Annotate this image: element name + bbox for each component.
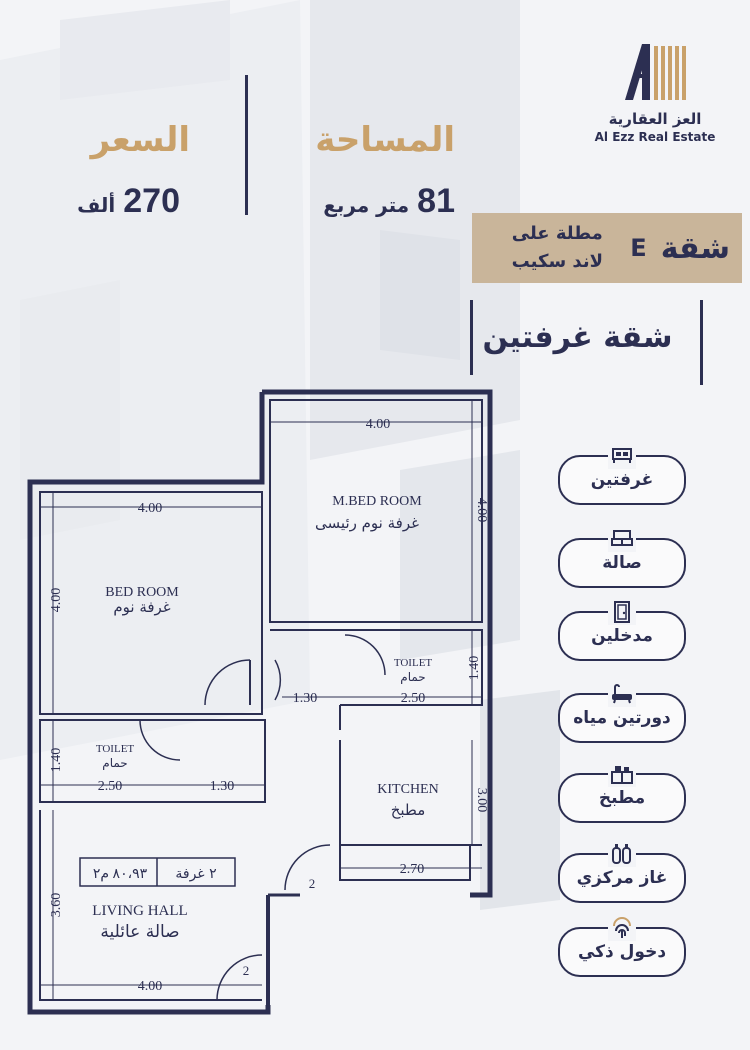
feature-label: مدخلين [591, 626, 653, 646]
kitchen-width: 2.70 [399, 862, 425, 877]
feature-label: غرفتين [590, 470, 654, 490]
price-unit: ألف [77, 193, 116, 217]
kitchen-label-en: KITCHEN [377, 782, 439, 797]
feature-label: غاز مركزي [576, 868, 668, 888]
feature-label: دورتين مياه [573, 708, 671, 728]
toilet-2-width: 2.50 [400, 691, 426, 706]
corridor-2-width: 1.30 [292, 691, 318, 706]
kitchen-icon [608, 761, 636, 787]
feature-bathrooms [558, 693, 686, 743]
toilet-1-height: 1.40 [49, 747, 64, 773]
bedroom-label-en: BED ROOM [105, 585, 179, 600]
toilet-1-label-ar: حمام [102, 756, 128, 770]
feature-kitchen [558, 773, 686, 823]
feature-central-gas [558, 853, 686, 903]
toilet-2-label-ar: حمام [400, 670, 426, 684]
master-bedroom-height: 4.00 [474, 497, 489, 523]
bedroom-label-ar: غرفة نوم [113, 598, 171, 616]
area-value-row [290, 182, 455, 221]
bed-icon [608, 443, 636, 469]
door-mark: 2 [308, 876, 316, 891]
unit-view: مطلة على لاند سكيب [511, 223, 603, 272]
brand-logo [590, 40, 720, 144]
bedroom-height: 4.00 [49, 587, 64, 613]
door-mark: 2 [242, 963, 250, 978]
feature-label: دخول ذكي [577, 942, 667, 962]
area-unit: متر مربع [323, 193, 410, 217]
toilet-1-label-en: TOILET [95, 743, 135, 755]
feature-entrances [558, 611, 686, 661]
toilet-2-height: 1.40 [467, 655, 482, 681]
logo-mark-icon [620, 40, 690, 102]
price-value: 270 [123, 182, 180, 220]
living-label-ar: صالة عائلية [100, 922, 180, 942]
feature-smart-entry [558, 927, 686, 977]
price-title: السعر [90, 120, 190, 160]
fingerprint-icon [608, 915, 636, 941]
area-title: المساحة [315, 120, 455, 160]
floor-plan [0, 380, 560, 1030]
area-value: 81 [417, 182, 455, 220]
summary-rooms: ٢ غرفة [175, 866, 217, 882]
feature-living [558, 538, 686, 588]
master-bedroom-width: 4.00 [365, 417, 391, 432]
corridor-1-width: 1.30 [209, 779, 235, 794]
divider-line [245, 75, 248, 215]
feature-bedrooms [558, 455, 686, 505]
living-label-en: LIVING HALL [92, 903, 188, 919]
kitchen-label-ar: مطبخ [390, 801, 426, 819]
gas-cylinder-icon [608, 841, 636, 867]
toilet-1-width: 2.50 [97, 779, 123, 794]
master-bedroom-label-ar: غرفة نوم رئيسى [315, 514, 419, 532]
brand-name-arabic: العز العقارية [608, 110, 702, 128]
divider-line [700, 300, 703, 385]
summary-area: ٨٠،٩٣ م٢ [92, 867, 148, 882]
master-bedroom-label-en: M.BED ROOM [332, 494, 422, 509]
kitchen-height: 3.00 [474, 787, 489, 813]
unit-letter: E [630, 234, 647, 262]
feature-label: مطبخ [598, 788, 646, 808]
living-height: 3.60 [49, 892, 64, 918]
unit-banner [472, 213, 742, 283]
bathtub-icon [608, 681, 636, 707]
door-icon [608, 599, 636, 625]
unit-word: شقة [660, 230, 730, 266]
brand-name-english: Al Ezz Real Estate [594, 130, 716, 144]
living-width: 4.00 [137, 979, 163, 994]
feature-label: صالة [602, 553, 642, 573]
sofa-icon [608, 526, 636, 552]
apartment-type: شقة غرفتين [482, 320, 673, 355]
bedroom-width: 4.00 [137, 501, 163, 516]
price-value-row [30, 182, 180, 221]
toilet-2-label-en: TOILET [393, 657, 433, 669]
